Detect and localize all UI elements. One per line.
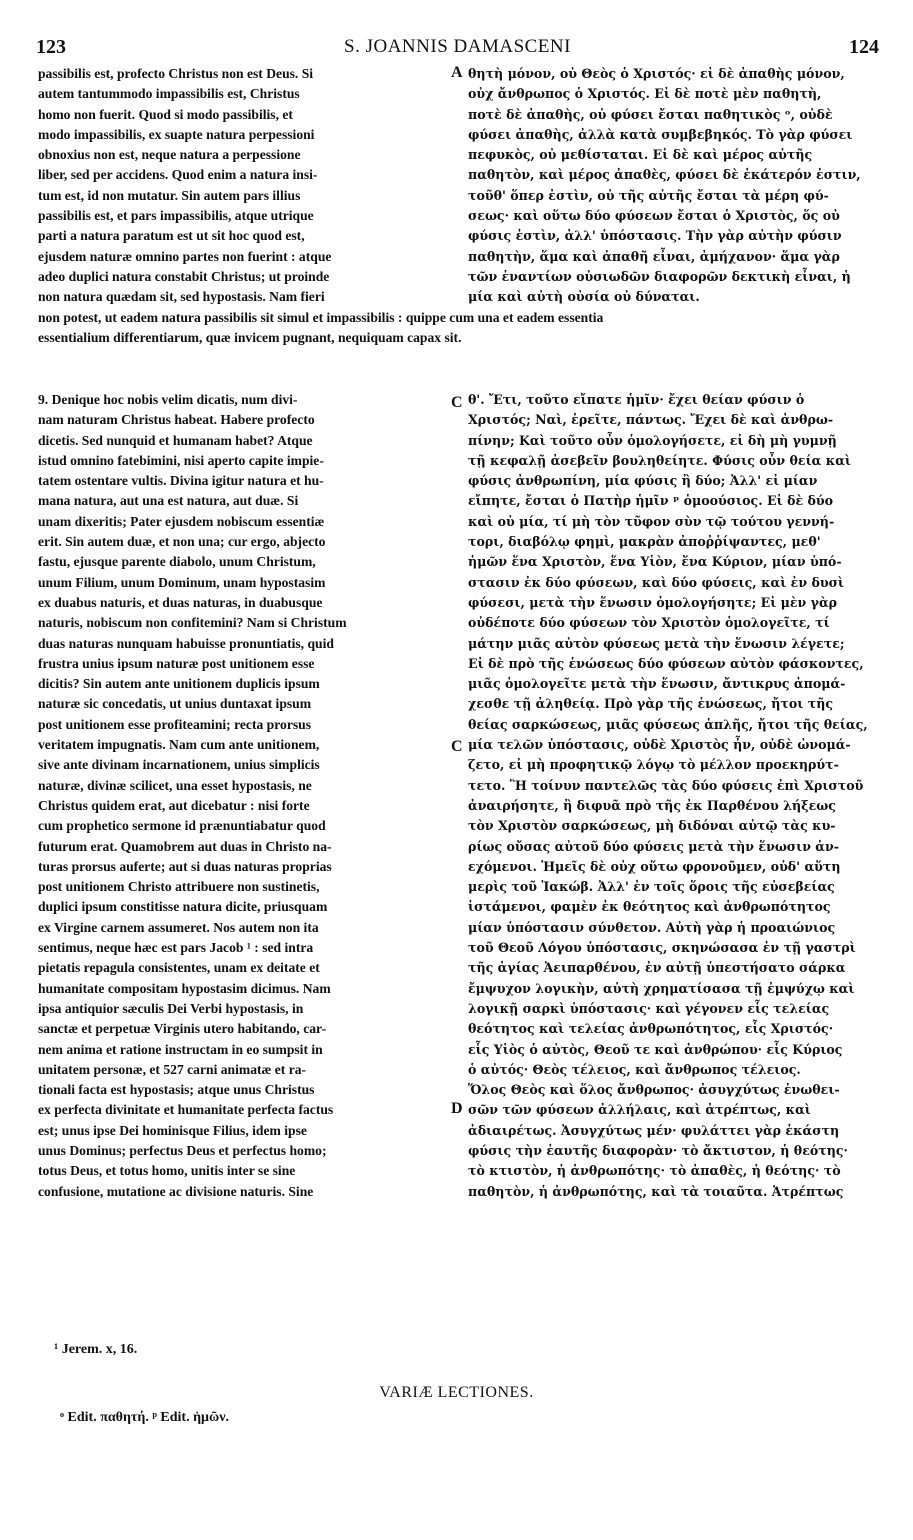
greek-text-line: τῶν ἐναντίων οὐσιωδῶν διαφορῶν δεκτικὴ εἶναι, ἡ xyxy=(468,268,851,284)
greek-text-line: ρίως οὔσας αὐτοῦ δύο φύσεις μετὰ τὴν ἕνωσιν ἀν- xyxy=(468,838,839,854)
greek-text-line: σεως· καὶ οὕτω δύο φύσεων ἔσται ὁ Χριστὸς, ὅς οὐ xyxy=(468,208,840,224)
greek-text-line: παθητὸν, καὶ μέρος ἀπαθὲς, φύσει δὲ ἑκάτερόν ἐστιν, xyxy=(468,167,861,183)
latin-text-line: ex Virgine carnem assumeret. Nos autem non ita xyxy=(38,919,319,935)
greek-column-main xyxy=(468,390,878,1202)
greek-column-top xyxy=(468,64,878,308)
latin-text-line: pietatis repagula consistentes, unam ex deitate et xyxy=(38,960,320,976)
footnote: ¹ Jerem. x, 16. xyxy=(54,1342,138,1357)
greek-text-line: ἡμῶν ἕνα Χριστὸν, ἕνα Υἱὸν, ἕνα Κύριον, μίαν ὑπό- xyxy=(468,554,842,570)
latin-text-line: mana natura, aut una est natura, aut duæ. Si xyxy=(38,493,299,509)
greek-text-line: τορι, διαβόλῳ φημὶ, μακρὰν ἀποῤῥίψαντες, μεθ' xyxy=(468,534,821,550)
greek-text-line: θ'. Ἔτι, τοῦτο εἴπατε ἡμῖν· ἔχει θείαν φύσιν ὁ xyxy=(468,392,805,407)
latin-text-line: sanctæ et perpetuæ Virginis utero habitando, car- xyxy=(38,1021,327,1037)
greek-text-line: τὸν Χριστὸν σαρκώσεως, μὴ διδόναι αὐτῷ τὰς κυ- xyxy=(468,818,836,834)
greek-text-line: θείας σαρκώσεως, μιᾶς φύσεως ἁπλῆς, ἤτοι τῆς θείας, xyxy=(468,716,868,732)
latin-text-line: naturis, nobiscum non confitemini? Nam si Christum xyxy=(38,615,347,631)
latin-text-line: fastu, ejusque parente diabolo, unum Christum, xyxy=(38,554,316,570)
latin-text-line: adeo duplici natura constabit Christus; ut proinde xyxy=(38,268,330,284)
greek-text-line: εἴπητε, ἔσται ὁ Πατὴρ ἡμῖν ᵖ ὁμοούσιος. Εἰ δὲ δύο xyxy=(468,493,834,509)
margin-marker-a: A xyxy=(451,64,463,81)
latin-text-line: passibilis est, profecto Christus non est Deus. Si xyxy=(38,66,314,81)
latin-column-top xyxy=(38,64,448,308)
latin-text-line: duplici ipsum constitisse natura dicite, priusquam xyxy=(38,899,328,915)
greek-text-line: σῶν τῶν φύσεων ἀλλήλαις, καὶ ἀτρέπτως, καὶ xyxy=(468,1102,811,1118)
latin-text-line: futurum erat. Quamobrem aut duas in Christo na- xyxy=(38,838,332,854)
variant-readings: ᵒ Edit. παθητή. ᵖ Edit. ἡμῶν. xyxy=(60,1410,229,1425)
greek-text-line: φύσει ἀπαθὴς, ἀλλὰ κατὰ συμβεβηκός. Τὸ γὰρ φύσει xyxy=(468,126,853,142)
greek-text-line: μιᾶς ὁμολογεῖτε μετὰ τὴν ἕνωσιν, ἄντικρυς ἀπομά- xyxy=(468,676,846,692)
greek-text-line: φύσεσι, μετὰ τὴν ἕνωσιν ὁμολογήσητε; Εἰ μὲν γὰρ xyxy=(468,594,838,610)
greek-text-line: πεφυκὸς, οὐ μεθίσταται. Εἰ δὲ καὶ μέρος αὐτῆς xyxy=(468,147,813,163)
latin-text-line: ejusdem naturæ omnino partes non fuerint : atque xyxy=(38,248,332,264)
greek-text-line: φύσις ἀνθρωπίνη, μία φύσις ἢ δύο; Ἀλλ' εἰ μίαν xyxy=(468,473,818,489)
greek-text-line: μία καὶ αὐτὴ οὐσία οὐ δύναται. xyxy=(468,289,700,305)
latin-text-line: tatem ostentare vultis. Divina igitur natura et hu- xyxy=(38,473,324,489)
running-title: S. JOANNIS DAMASCENI xyxy=(344,36,571,57)
greek-text-line: τετο. Ἢ τοίνυν παντελῶς τὰς δύο φύσεις ἐπὶ Χριστοῦ xyxy=(468,777,864,793)
greek-text-line: πίνην; Καὶ τοῦτο οὖν ὁμολογήσετε, εἰ δὴ μὴ γυμνῇ xyxy=(468,432,837,448)
margin-marker-d: D xyxy=(451,1100,463,1117)
latin-text-line: unus Dominus; perfectus Deus et perfectus homo; xyxy=(38,1142,327,1158)
latin-text-line: naturæ sic concedatis, ut unius duntaxat ipsum xyxy=(38,696,312,712)
greek-text-line: φύσις ἐστὶν, ἀλλ' ὑπόστασις. Τὴν γὰρ αὐτὴν φύσιν xyxy=(468,228,842,244)
latin-text-line: liber, sed per accidens. Quod enim a natura insi- xyxy=(38,167,318,183)
greek-text-line: οὐδέποτε δύο φύσεων τὸν Χριστὸν ὁμολογεῖτε, τί xyxy=(468,615,830,631)
latin-text-line: dicetis. Sed nunquid et humanam habet? Atque xyxy=(38,432,313,448)
latin-text-line: obnoxius non est, neque natura a perpessione xyxy=(38,147,301,163)
variae-lectiones-title: VARIÆ LECTIONES. xyxy=(379,1384,534,1401)
latin-text-line: passibilis est, et pars impassibilis, atque utrique xyxy=(38,208,314,224)
greek-text-line: τὸ κτιστὸν, ἡ ἀνθρωπότης· τὸ ἀπαθὲς, ἡ θεότης· τὸ xyxy=(468,1163,841,1179)
greek-text-line: εἷς Υἱὸς ὁ αὐτὸς, Θεοῦ τε καὶ ἀνθρώπου· εἷς Κύριος xyxy=(468,1041,843,1057)
latin-text-line: naturæ, divinæ scilicet, una esset hypostasis, ne xyxy=(38,777,312,793)
greek-text-line: τοῦθ' ὅπερ ἐστὶν, οὐ τῆς αὐτῆς ἔσται τὰ μέρη φύ- xyxy=(468,187,829,203)
greek-text-line: ζετο, εἰ μὴ προφητικῷ λόγῳ τὸ μέλλον προεκηρύτ- xyxy=(468,757,839,773)
latin-text-line: unitatem personæ, et 527 carni animatæ et ra- xyxy=(38,1061,307,1077)
latin-text-line: tum est, id non mutatur. Sin autem pars illius xyxy=(38,187,301,203)
latin-text-line: Christus quidem erat, aut dicebatur : nisi forte xyxy=(38,797,310,813)
latin-text-line: modo impassibilis, ex suapte natura perpessioni xyxy=(38,126,315,142)
latin-text-line: unam dixeritis; Pater ejusdem nobiscum essentiæ xyxy=(38,513,325,529)
greek-text-line: εχόμενοι. Ἡμεῖς δὲ οὐχ οὕτω φρονοῦμεν, οὐδ' αὕτη xyxy=(468,858,841,874)
latin-text-line: non natura quædam sit, sed hypostasis. Nam fieri xyxy=(38,289,325,305)
latin-text-line: homo non fuerit. Quod si modo passibilis, et xyxy=(38,106,293,122)
greek-text-line: θεότητος καὶ τελείας ἀνθρωπότητος, εἷς Χριστός· xyxy=(468,1021,834,1037)
latin-text-line: dicitis? Sin autem ante unitionem duplicis ipsum xyxy=(38,676,320,692)
greek-text-line: τοῦ Θεοῦ Λόγου ὑπόστασις, σκηνώσασα ἐν τῇ γαστρὶ xyxy=(468,940,856,956)
latin-text-line: parti a natura paratum est ut sit hoc quod est, xyxy=(38,228,305,244)
full-width-text-line: non potest, ut eadem natura passibilis sit simul et impassibilis : quippe cum una et eadem essentia xyxy=(38,310,604,325)
latin-column-main xyxy=(38,390,448,1202)
full-width-text-line: essentialium differentiarum, quæ invicem pugnant, nequiquam capax sit. xyxy=(38,330,462,346)
greek-text-line: ἱστάμενοι, φαμὲν ἐκ θεότητος καὶ ἀνθρωπότητος xyxy=(468,899,831,915)
latin-text-line: istud omnino fatebimini, nisi aperto capite impie- xyxy=(38,452,324,468)
greek-text-line: ποτὲ δὲ ἀπαθὴς, οὐ φύσει ἔσται παθητικὸς ᵒ, οὐδὲ xyxy=(468,106,833,122)
latin-text-line: post unitionem Christo attribuere non sustinetis, xyxy=(38,879,320,895)
latin-text-line: frustra unius ipsum naturæ post unitionem esse xyxy=(38,655,315,671)
latin-text-line: confusione, mutatione ac divisione naturis. Sine xyxy=(38,1183,314,1199)
greek-text-line: μερὶς τοῦ Ἰακώβ. Ἀλλ' ἐν τοῖς ὅροις τῆς εὐσεβείας xyxy=(468,879,835,895)
greek-text-line: θητὴ μόνον, οὐ Θεὸς ὁ Χριστός· εἰ δὲ ἀπαθὴς μόνον, xyxy=(468,66,845,81)
greek-text-line: οὐχ ἄνθρωπος ὁ Χριστός. Εἰ δὲ ποτὲ μὲν παθητὴ, xyxy=(468,86,822,102)
latin-text-line: humanitate compositam hypostasim dicimus. Nam xyxy=(38,980,331,996)
greek-text-line: Εἰ δὲ πρὸ τῆς ἑνώσεως δύο φύσεων αὐτὸν φάσκοντες, xyxy=(468,655,864,671)
latin-text-line: ipsa antiquior sæculis Dei Verbi hypostasis, in xyxy=(38,1000,304,1016)
greek-text-line: μία τελῶν ὑπόστασις, οὐδὲ Χριστὸς ἦν, οὐδὲ ὠνομά- xyxy=(468,737,851,753)
greek-text-line: Χριστός; Ναὶ, ἐρεῖτε, πάντως. Ἔχει δὲ καὶ ἀνθρω- xyxy=(468,412,834,428)
latin-text-line: tionali facta est hypostasis; atque unus Christus xyxy=(38,1082,315,1098)
latin-text-line: turas prorsus auferte; aut si duas naturas proprias xyxy=(38,858,332,874)
latin-text-line: post unitionem esse profiteamini; recta prorsus xyxy=(38,716,311,732)
greek-text-line: ἔμψυχον λογικὴν, αὐτὴ χρηματίσασα τῇ ἐμψύχῳ καὶ xyxy=(468,980,855,996)
greek-text-line: στασιν ἐκ δύο φύσεων, καὶ δύο φύσεις, καὶ ἐν δυσὶ xyxy=(468,574,844,590)
latin-text-line: erit. Sin autem duæ, et non una; cur ergo, abjecto xyxy=(38,534,326,550)
latin-text-line: ex duabus naturis, et duas naturas, in duabusque xyxy=(38,594,323,610)
greek-text-line: παθητὴν, ἅμα καὶ ἀπαθῆ εἶναι, ἀμήχανον· ἅμα γὰρ xyxy=(468,248,840,264)
page-header xyxy=(36,36,879,62)
greek-text-line: φύσις τὴν ἑαυτῆς διαφορὰν· τὸ ἄκτιστον, ἡ θεότης· xyxy=(468,1142,848,1158)
greek-text-line: λογικῇ σαρκὶ ὑπόστασις· καὶ γέγονεν εἷς τελείας xyxy=(468,1000,830,1016)
page-number-left: 123 xyxy=(36,36,66,58)
latin-text-line: unum Filium, unum Dominum, unam hypostasim xyxy=(38,574,326,590)
latin-text-line: cum prophetico sermone id prænuntiabatur quod xyxy=(38,818,326,834)
greek-text-line: καὶ οὐ μία, τί μὴ τὸν τῦφον σὺν τῷ τούτου γεννή- xyxy=(468,513,835,529)
margin-marker-c-top: C xyxy=(451,394,463,411)
greek-text-line: παθητὸν, ἡ ἀνθρωπότης, καὶ τὰ τοιαῦτα. Ἀτρέπτως xyxy=(468,1183,844,1199)
greek-text-line: μάτην μιᾶς αὐτὸν φύσεως μετὰ τὴν ἕνωσιν λέγετε; xyxy=(468,635,845,651)
greek-text-line: χεσθε τῇ ἀληθείᾳ. Πρὸ γὰρ τῆς ἑνώσεως, ἤτοι τῆς xyxy=(468,696,834,712)
greek-text-line: τῇ κεφαλῇ ἀσεβεῖν βουληθείητε. Φύσις οὖν θεία καὶ xyxy=(468,452,851,468)
latin-text-line: est; unus ipse Dei hominisque Filius, idem ipse xyxy=(38,1122,307,1138)
page-number-right: 124 xyxy=(849,36,879,58)
greek-text-line: Ὅλος Θεὸς καὶ ὅλος ἄνθρωπος· ἀσυγχύτως ἑνωθει- xyxy=(468,1082,840,1098)
greek-text-line: ὁ αὐτός· Θεὸς τέλειος, καὶ ἄνθρωπος τέλειος. xyxy=(468,1061,801,1077)
latin-text-line: ex perfecta divinitate et humanitate perfecta factus xyxy=(38,1102,334,1118)
latin-text-line: nem anima et ratione instructam in eo sumpsit in xyxy=(38,1041,323,1057)
full-width-lines xyxy=(38,308,878,349)
greek-text-line: μίαν ὑπόστασιν σύνθετον. Αὐτὴ γὰρ ἡ προαιώνιος xyxy=(468,919,836,935)
greek-text-line: ἀδιαιρέτως. Ἀσυγχύτως μέν· φυλάττει γὰρ ἑκάστη xyxy=(468,1122,840,1138)
latin-text-line: autem tantummodo impassibilis est, Christus xyxy=(38,86,300,102)
latin-text-line: sive ante divinam incarnationem, unius simplicis xyxy=(38,757,320,773)
greek-text-line: ἀναιρήσητε, ἢ διφυᾶ πρὸ τῆς ἐκ Παρθένου λήξεως xyxy=(468,797,836,813)
latin-text-line: sentimus, neque hæc est pars Jacob ¹ : sed intra xyxy=(38,940,314,956)
margin-marker-c: C xyxy=(451,738,463,755)
latin-text-line: 9. Denique hoc nobis velim dicatis, num divi- xyxy=(38,392,298,407)
latin-text-line: duas naturas nunquam habuisse pronuntiatis, quid xyxy=(38,635,334,651)
latin-text-line: veritatem impugnatis. Nam cum ante unitionem, xyxy=(38,737,320,753)
latin-text-line: nam naturam Christus habeat. Habere profecto xyxy=(38,412,315,428)
greek-text-line: τῆς ἁγίας Ἀειπαρθένου, ἐν αὐτῇ ὑπεστήσατο σάρκα xyxy=(468,960,846,976)
latin-text-line: totus Deus, et totus homo, unitis inter se sine xyxy=(38,1163,296,1179)
